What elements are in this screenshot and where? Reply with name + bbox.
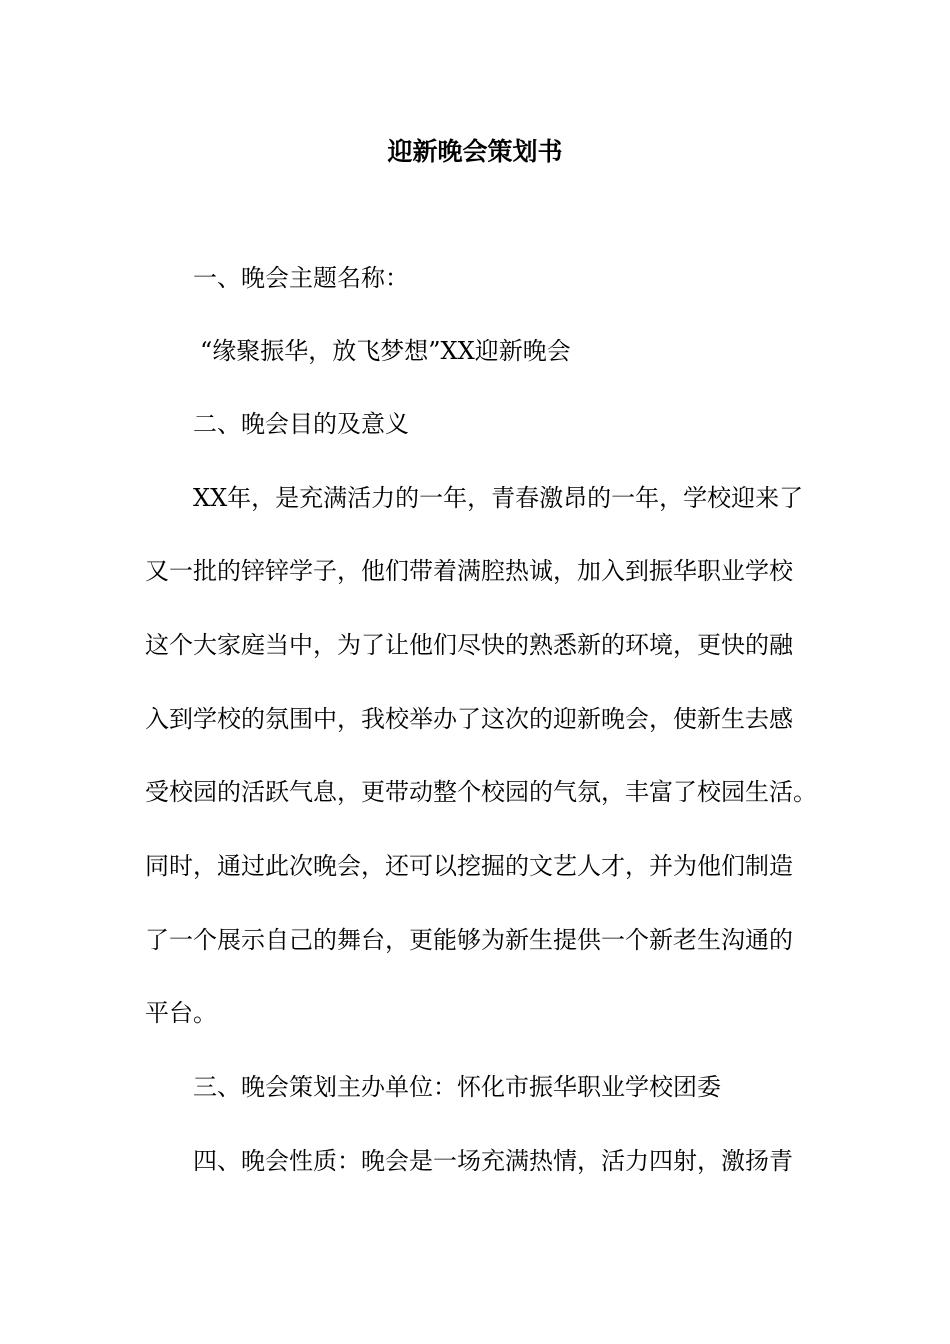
section-heading-3: 三、晚会策划主办单位：怀化市振华职业学校团委 [193, 1073, 721, 1101]
paragraph-line-5: 受校园的活跃气息，更带动整个校园的气氛，丰富了校园生活。 [145, 778, 817, 806]
paragraph-line-4: 入到学校的氛围中，我校举办了这次的迎新晚会，使新生去感 [145, 705, 793, 733]
paragraph-line-8: 平台。 [145, 999, 217, 1027]
section-heading-2: 二、晚会目的及意义 [193, 410, 409, 438]
paragraph-line-3: 这个大家庭当中，为了让他们尽快的熟悉新的环境，更快的融 [145, 631, 793, 659]
paragraph-line-6: 同时，通过此次晚会，还可以挖掘的文艺人才，并为他们制造 [145, 852, 793, 880]
paragraph-line-1: XX年，是充满活力的一年，青春激昂的一年，学校迎来了 [193, 484, 804, 512]
document-title: 迎新晚会策划书 [387, 137, 563, 166]
section-heading-1: 一、晚会主题名称： [193, 264, 409, 292]
paragraph-line-2: 又一批的锌锌学子，他们带着满腔热诚，加入到振华职业学校 [145, 557, 793, 585]
section-heading-4: 四、晚会性质：晚会是一场充满热情，活力四射，激扬青 [193, 1147, 793, 1175]
paragraph-line-7: 了一个展示自己的舞台，更能够为新生提供一个新老生沟通的 [145, 926, 793, 954]
theme-name-line: “缘聚振华，放飞梦想”XX迎新晚会 [200, 337, 571, 365]
